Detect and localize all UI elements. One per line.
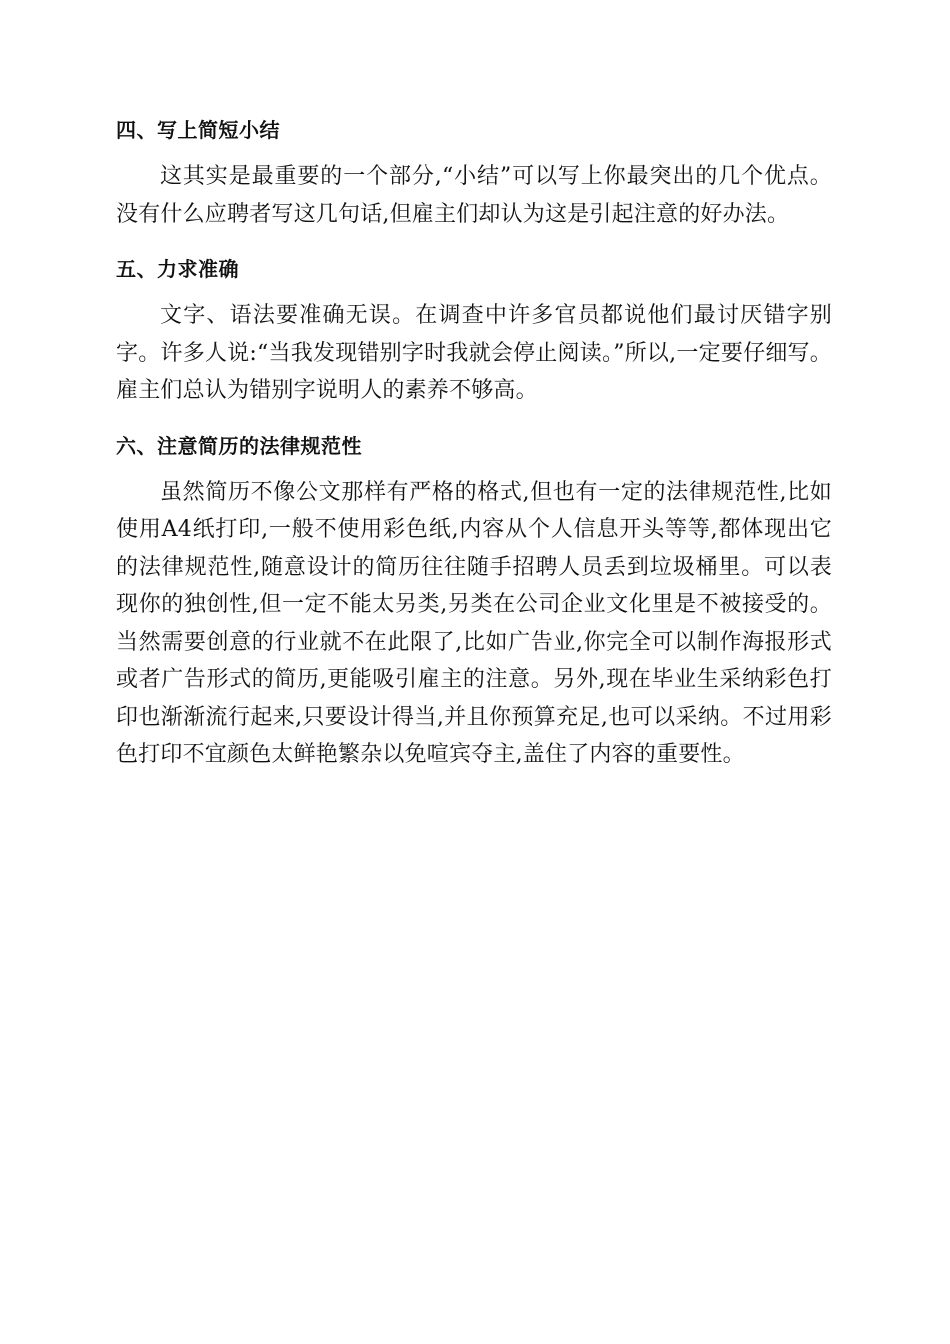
section-legal-norms: [116, 428, 832, 774]
section-accuracy: [116, 251, 832, 410]
section-heading: 六、注意简历的法律规范性: [116, 433, 362, 458]
section-summary: [116, 112, 832, 233]
section-heading: 五、力求准确: [116, 257, 239, 281]
section-paragraph: 文字、语法要准确无误。在调查中许多官员都说他们最讨厌错字别字。许多人说:“当我发现错别字时我就会停止阅读。”所以,一定要仔细写。雇主们总认为错别字说明人的素养不够高。: [116, 303, 832, 403]
section-paragraph: 虽然简历不像公文那样有严格的格式,但也有一定的法律规范性,比如使用A4纸打印,一般不使用彩色纸,内容从个人信息开头等等,都体现出它的法律规范性,随意设计的简历往往随手招聘人员丢到垃圾桶里。可以表现你的独创性,但一定不能太另类,另类在公司企业文化里是不被接受的。当然需要创意的行业就不在此限了,比如广告业,你完全可以制作海报形式或者广告形式的简历,更能吸引雇主的注意。另外,现在毕业生采纳彩色打印也渐渐流行起来,只要设计得当,并且你预算充足,也可以采纳。不过用彩色打印不宜颜色太鲜艳繁杂以免喧宾夺主,盖住了内容的重要性。: [116, 479, 832, 767]
section-heading: 四、写上简短小结: [116, 118, 280, 142]
document-body: [116, 112, 832, 792]
section-paragraph: 这其实是最重要的一个部分,“小结”可以写上你最突出的几个优点。没有什么应聘者写这几句话,但雇主们却认为这是引起注意的好办法。: [116, 164, 832, 227]
